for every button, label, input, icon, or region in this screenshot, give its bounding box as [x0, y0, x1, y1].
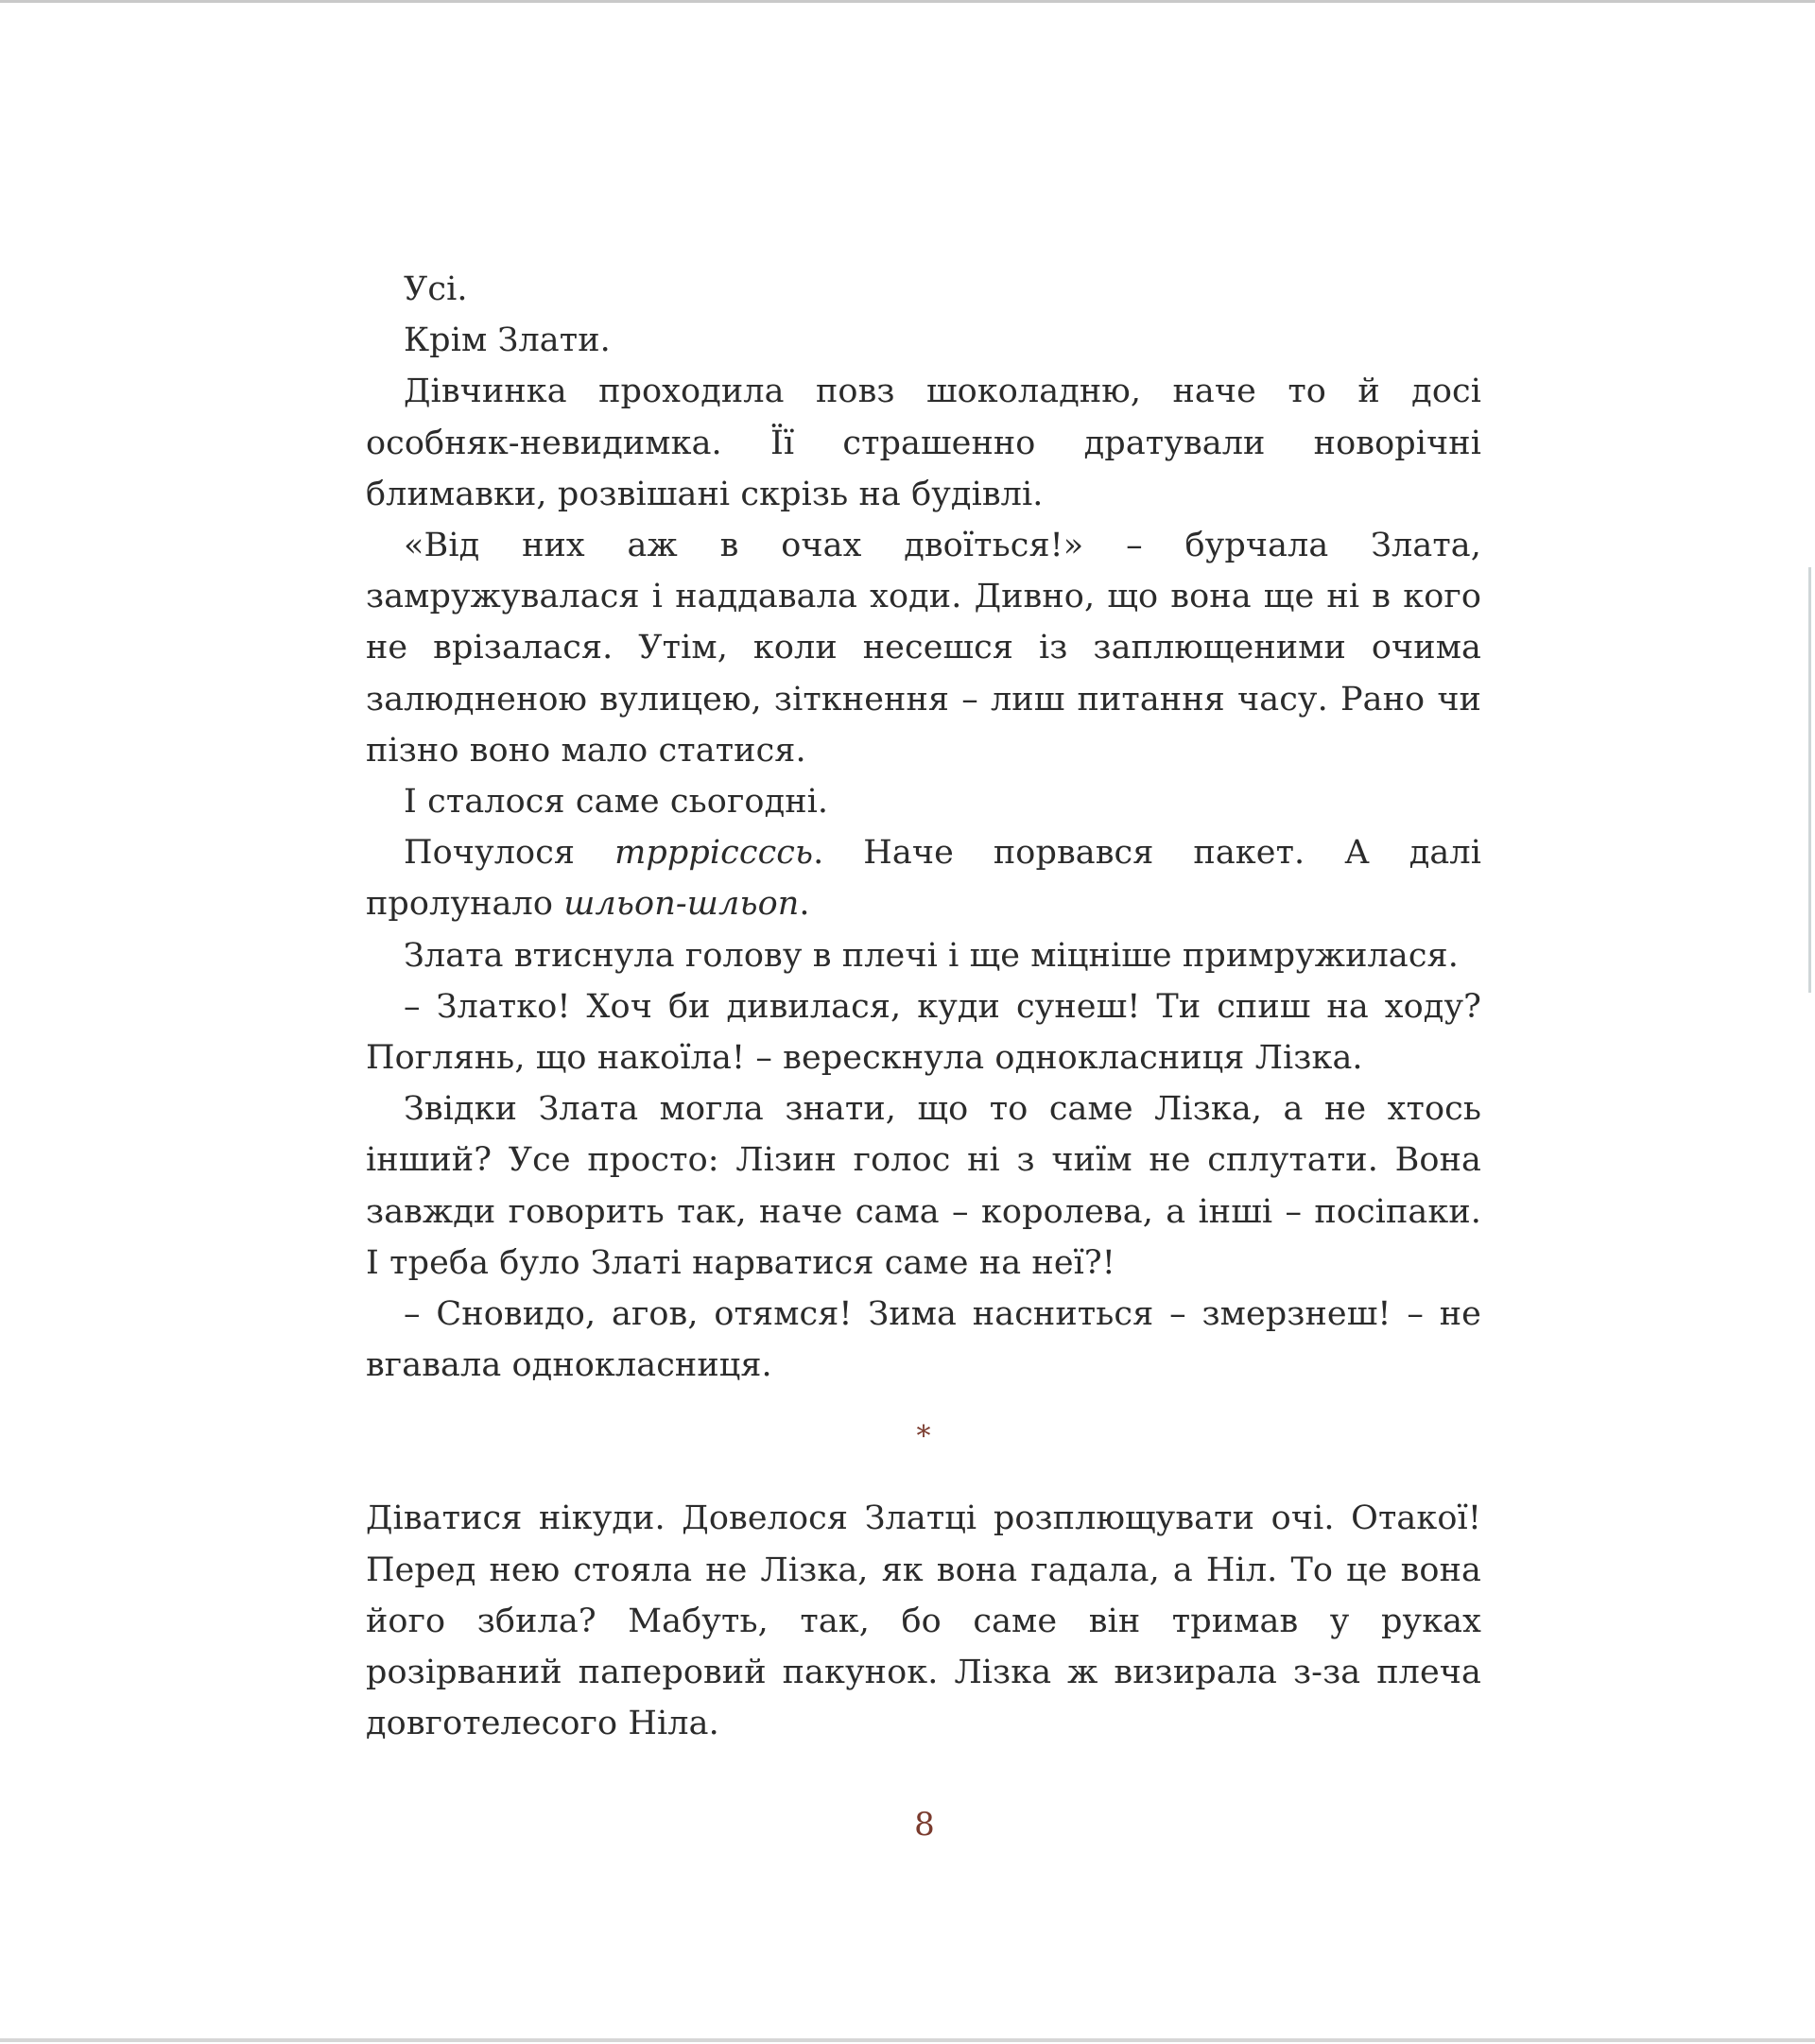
page-number: 8 — [914, 1806, 935, 1844]
paragraph-10: – Сновидо, агов, отямся! Зима насниться – змерзнеш! – не вгавала однокласниця. — [366, 1295, 1481, 1385]
page-edge-mark — [1808, 567, 1811, 993]
paragraph-1: Усі. — [404, 270, 468, 308]
body-text — [366, 264, 1481, 1749]
paragraph-6 — [366, 827, 1481, 929]
sound-effect-tear: тррріссссь — [614, 834, 814, 873]
section-separator — [366, 1391, 1481, 1493]
paragraph-8: – Златко! Хоч би дивилася, куди сунеш! Ти спиш на ходу? Поглянь, що накоїла! – верескнула однокласниця Лізка. — [366, 987, 1481, 1078]
sound-effect-splat: шльоп-шльоп — [563, 885, 800, 924]
sound-text-before: Почулося — [404, 834, 615, 873]
bottom-border-line — [0, 2038, 1815, 2042]
sound-text-middle: . Наче порвався пакет. А далі пролунало — [366, 834, 1481, 924]
sound-text-after: . — [799, 885, 810, 924]
paragraph-5: І сталося саме сьогодні. — [404, 783, 829, 822]
paragraph-3: Дівчинка проходила повз шоколадню, наче то й досі особняк-невидимка. Її страшенно дратували новорічні блимавки, розвішані скрізь на будівлі. — [366, 372, 1481, 513]
paragraph-4: «Від них аж в очах двоїться!» – бурчала Злата, замружувалася і наддавала ходи. Дивно, що вона ще ні в кого не врізалася. Утім, коли несешся із заплющеними очима залюдненою вулицею, зіткнення – лиш питання часу. Рано чи пізно воно мало статися. — [366, 527, 1481, 770]
paragraph-7: Злата втиснула голову в плечі і ще міцніше примружилася. — [404, 936, 1459, 975]
paragraph-2: Крім Злати. — [404, 321, 611, 360]
top-border-line — [0, 0, 1815, 3]
paragraph-9: Звідки Злата могла знати, що то саме Лізка, а не хтось інший? Усе просто: Лізин голос ні з чиїм не сплутати. Вона завжди говорить так, наче сама – королева, а інші – посіпаки. І треба було Златі нарватися саме на неї?! — [366, 1090, 1481, 1282]
separator-asterisk: * — [916, 1420, 931, 1454]
paragraph-11: Діватися нікуди. Довелося Златці розплющувати очі. Отакої! Перед нею стояла не Лізка, як вона гадала, а Ніл. То це вона його збила? Мабуть, так, бо саме він тримав у руках розірваний паперовий пакунок. Лізка ж визирала з-за плеча довготелесого Ніла. — [366, 1499, 1481, 1743]
